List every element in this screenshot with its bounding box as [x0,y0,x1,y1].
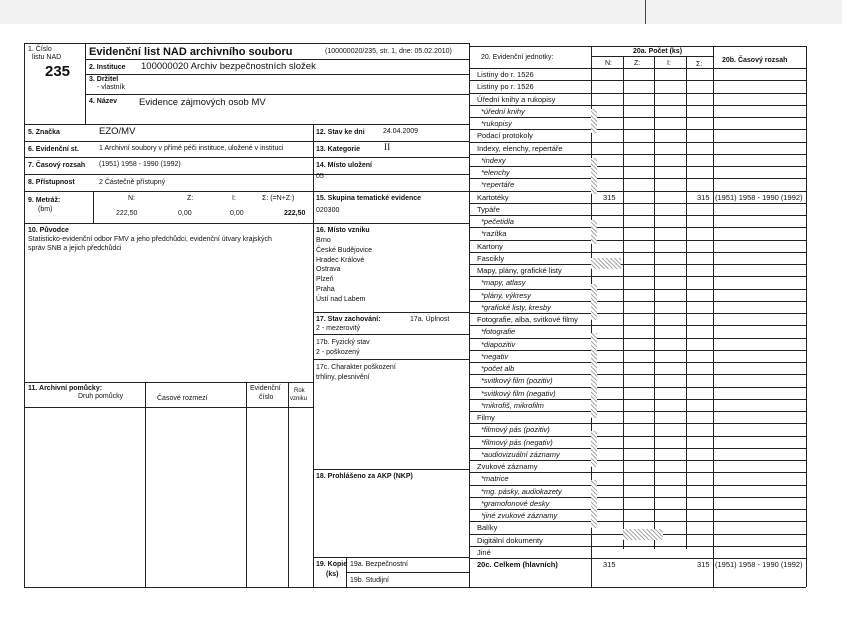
meter-z-value: 0,00 [178,210,192,217]
unit-row-label: *mapy, atlasy [481,278,526,288]
field-1-label-2: listu NAD [32,54,62,61]
aids-col-range: Časové rozmezí [157,395,208,402]
origin-place: Praha [316,286,335,293]
unit-row-label: *repertáře [481,180,515,190]
unit-row-sum: 315 [697,560,710,569]
unit-row-label: *indexy [481,155,506,165]
unit-row-label: *jiné zvukové záznamy [481,511,558,520]
sheet-reference: (100000020/235, str. 1, dne: 05.02.2010) [325,48,452,55]
unit-row-n: 315 [603,192,616,202]
unit-row-label: Podací protokoly [477,131,533,141]
count-col-z: Z: [634,60,641,67]
unit-row-label: Listiny po r. 1526 [477,82,534,92]
unit-row-label: Mapy, plány, grafické listy [477,266,562,275]
field-17b-value: 2 - poškozený [316,349,360,356]
field-7-label: 7. Časový rozsah [28,162,86,169]
unit-row-label: Jiné [477,547,491,557]
meter-col-i: I: [232,195,236,202]
field-16-label: 16. Místo vzniku [316,227,370,234]
unit-row-range: (1951) 1958 - 1990 (1992) [715,192,803,202]
hatch-mark [591,258,621,269]
unit-row-label: Listiny do r. 1526 [477,70,534,79]
count-col-n: N: [605,60,612,67]
unit-row-label: *svitkový film (pozitiv) [481,376,553,386]
owner-value: - vlastník [97,84,126,91]
count-col-i: I: [667,60,671,67]
accessibility-value: 2 Částečně přístupný [99,179,166,186]
scan-top-edge [0,0,842,24]
unit-row-label: *pečetidla [481,217,514,226]
field-17b-label: 17b. Fyzický stav [316,339,370,346]
field-2-label: 2. Instituce [89,64,126,71]
aids-col-year-2: vzniku [290,396,308,402]
field-20-label: 20. Evidenční jednotky: [481,54,554,61]
field-19b-label: 19b. Studijní [350,577,389,584]
unit-row-label: *svitkový film (negativ) [481,388,556,398]
unit-row-label: Fotografie, alba, svitkové filmy [477,315,578,324]
origin-place: Ústí nad Labem [316,295,366,303]
field-3-label: 3. Držitel [89,76,119,83]
field-20a-label: 20a. Počet (ks) [633,48,683,55]
meter-sum-value: 222,50 [284,210,306,217]
unit-row-label: *audiovizuální záznamy [481,449,560,459]
origin-place: Brno [316,237,331,244]
origin-line-1: Statisticko-evidenční odbor FMV a jeho předchůdci, evidenční útvary krajských [28,236,272,243]
origin-place: Plzeň [316,276,334,284]
unit-row-label: *matrice [481,474,509,484]
field-13-label: 13. Kategorie [316,146,360,153]
field-6-label: 6. Evidenční st. [28,146,79,153]
unit-row-label: *filmový pás (pozitiv) [481,425,550,435]
unit-row-label: *rukopisy [481,119,512,128]
unit-row-label: Balíky [477,523,498,533]
mark-value: EZO/MV [99,126,136,137]
unit-row-label: *diapozitiv [481,339,516,349]
field-12-label: 12. Stav ke dni [316,129,365,136]
unit-row-label: *fotografie [481,327,516,337]
unit-row-label: *plány, výkresy [481,290,531,300]
hatch-mark [591,480,597,528]
field-17-label: 17. Stav zachování: [316,316,381,323]
hatch-mark [591,109,597,133]
unit-row-label: Filmy [477,413,495,422]
aids-col-number: Evidenční [250,385,281,392]
field-11-label: 11. Archivní pomůcky: [28,385,103,392]
unit-row-label: Úřední knihy a rukopisy [477,94,556,104]
unit-row-label: *elenchy [481,168,510,177]
origin-line-2: správ SNB a jejich předchůdci [28,245,122,252]
name-value: Evidence zájmových osob MV [139,97,266,108]
unit-row-label: *mikrofiš, mikrofilm [481,400,544,410]
hatch-mark [591,220,597,244]
field-10-label: 10. Původce [28,227,69,234]
meter-col-n: N: [128,195,135,202]
unit-row-label: *úřední knihy [481,106,525,116]
unit-row-label: Zvukové záznamy [477,462,538,471]
unit-row-label: *počet alb [481,364,515,373]
unit-row-label: Typáře [477,204,500,214]
origin-place: Ostrava [316,266,341,274]
aids-col-type: Druh pomůcky [78,393,124,400]
aids-col-year: Rok [294,388,305,394]
field-5-label: 5. Značka [28,129,60,136]
field-4-label: 4. Název [89,98,118,105]
field-19a-label: 19a. Bezpečnostní [350,561,408,568]
field-17c-value: trhliny, plesnivění [316,374,370,381]
scan-vertical-line [645,0,646,24]
field-9-unit: (bm) [38,206,53,213]
field-1-label: 1. Číslo [28,46,52,53]
meter-col-z: Z: [187,195,194,202]
field-8-label: 8. Přístupnost [28,179,75,186]
sheet-number: 235 [45,63,71,80]
unit-row-label: Digitální dokumenty [477,535,543,545]
unit-row-label: *negativ [481,351,509,361]
category-value: II [384,143,391,153]
field-6-value: 1 Archivní soubory v přímé péči instituce, uložené v instituci [99,145,284,152]
hatch-mark [591,431,597,467]
field-19-label: 19. Kopie [316,561,348,568]
thematic-group-value: 020300 [316,207,340,214]
aids-col-number-2: číslo [259,394,274,401]
unit-row-label: *filmový pás (negativ) [481,437,553,447]
sheet-title: Evidenční list NAD archivního souboru [89,46,293,58]
field-9-label: 9. Metráž: [28,197,61,204]
unit-row-range: (1951) 1958 - 1990 (1992) [715,560,803,569]
meter-i-value: 0,00 [230,210,244,217]
hatch-mark [591,333,597,418]
meter-col-sum: Σ: (=N+Z:) [262,195,295,202]
unit-row-label: *grafické listy, kresby [481,302,551,312]
institution-value: 100000020 Archiv bezpečnostních složek [141,61,316,72]
origin-place: Hradec Králové [316,256,365,264]
unit-row-label: *mg. pásky, audiokazety [481,486,562,496]
hatch-mark [591,158,597,194]
unit-row-sum: 315 [697,192,710,202]
field-17a-label: 17a. Úplnost [410,316,450,323]
unit-row-label: Kartotéky [477,192,509,202]
time-range-value: (1951) 1958 - 1990 (1992) [99,161,181,168]
state-date-value: 24.04.2009 [383,128,419,135]
field-17-value: 2 - mezerovitý [316,325,360,332]
hatch-mark [623,529,663,540]
origin-place: České Budějovice [316,246,373,254]
unit-row-label: 20c. Celkem (hlavních) [477,560,558,569]
storage-value: 05 [316,173,324,180]
unit-row-label: Indexy, elenchy, repertáře [477,143,563,153]
hatch-mark [591,284,597,320]
meter-n-value: 222,50 [116,210,138,217]
field-19-unit: (ks) [326,571,339,578]
unit-row-n: 315 [603,560,616,569]
field-15-label: 15. Skupina tematické evidence [316,195,422,202]
count-col-sum: Σ: [696,61,703,68]
field-18-label: 18. Prohlášeno za AKP (NKP) [316,473,413,480]
unit-row-label: *razítka [481,229,507,239]
field-20b-label: 20b. Časový rozsah [722,57,788,64]
field-17c-label: 17c. Charakter poškození [316,364,396,371]
unit-row-label: *gramofonové desky [481,498,550,508]
unit-row-label: Kartony [477,241,503,251]
unit-row-label: Fascikly [477,253,505,263]
field-14-label: 14. Místo uložení [316,162,373,169]
